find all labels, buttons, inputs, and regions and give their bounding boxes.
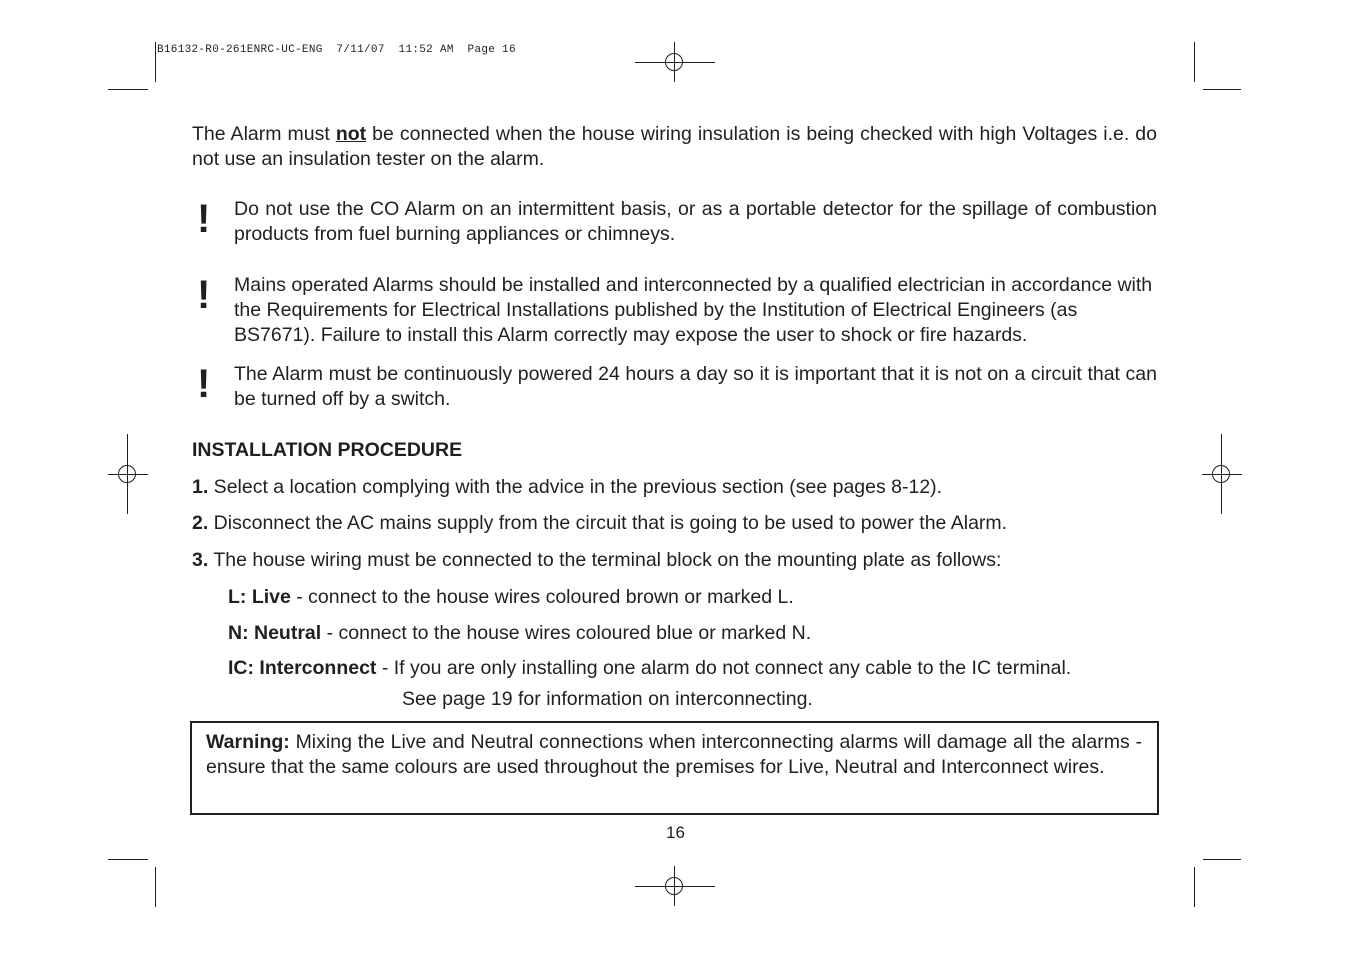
exclamation-icon: ! (197, 362, 211, 406)
terminal-label: IC: Interconnect (228, 657, 377, 679)
warning-text: Warning: Mixing the Live and Neutral connections when interconnecting alarms will damage all the alarms - ensure that the same colours are used throughout the premises for Live, Neutral and Interconnect wires. (206, 731, 1142, 778)
interconnect-note: See page 19 for information on interconnecting. (402, 688, 813, 710)
intro-paragraph: The Alarm must not be connected when the house wiring insulation is being checked with high Voltages i.e. do not use an insulation tester on the alarm. (192, 123, 1157, 170)
warning-label: Warning: (206, 731, 290, 753)
print-slug: B16132-R0-261ENRC-UC-ENG 7/11/07 11:52 AM Page 16 (157, 44, 516, 56)
warning-box (190, 721, 1159, 815)
step-3: 3. The house wiring must be connected to the terminal block on the mounting plate as follows: (192, 549, 1002, 571)
terminal-neutral: N: Neutral - connect to the house wires coloured blue or marked N. (228, 622, 812, 644)
step-number: 2. (192, 512, 209, 534)
terminal-interconnect: IC: Interconnect - If you are only installing one alarm do not connect any cable to the IC terminal. (228, 657, 1072, 679)
step-number: 1. (192, 476, 209, 498)
emphasis-not: not (335, 123, 367, 145)
exclamation-icon: ! (197, 197, 211, 241)
caution-qualified-electrician: Mains operated Alarms should be installed and interconnected by a qualified electrician in accordance with the Requirements for Electrical Installations published by the Institution of Electrical Engineers (as BS7671). Failure to install this Alarm correctly may expose the user to shock or fire hazards. (234, 274, 1153, 346)
caution-continuous-power: The Alarm must be continuously powered 24 hours a day so it is important that it is not on a circuit that can be turned off by a switch. (234, 363, 1157, 410)
page-number: 16 (666, 823, 685, 842)
terminal-live: L: Live - connect to the house wires coloured brown or marked L. (228, 586, 794, 608)
step-2: 2. Disconnect the AC mains supply from the circuit that is going to be used to power the Alarm. (192, 512, 1008, 534)
caution-intermittent-use: Do not use the CO Alarm on an intermittent basis, or as a portable detector for the spillage of combustion products from fuel burning appliances or chimneys. (234, 198, 1157, 245)
exclamation-icon: ! (197, 273, 211, 317)
terminal-label: L: Live (228, 586, 291, 608)
step-number: 3. (192, 549, 209, 571)
step-1: 1. Select a location complying with the advice in the previous section (see pages 8-12). (192, 476, 943, 498)
section-heading: INSTALLATION PROCEDURE (192, 439, 463, 461)
terminal-label: N: Neutral (228, 622, 322, 644)
